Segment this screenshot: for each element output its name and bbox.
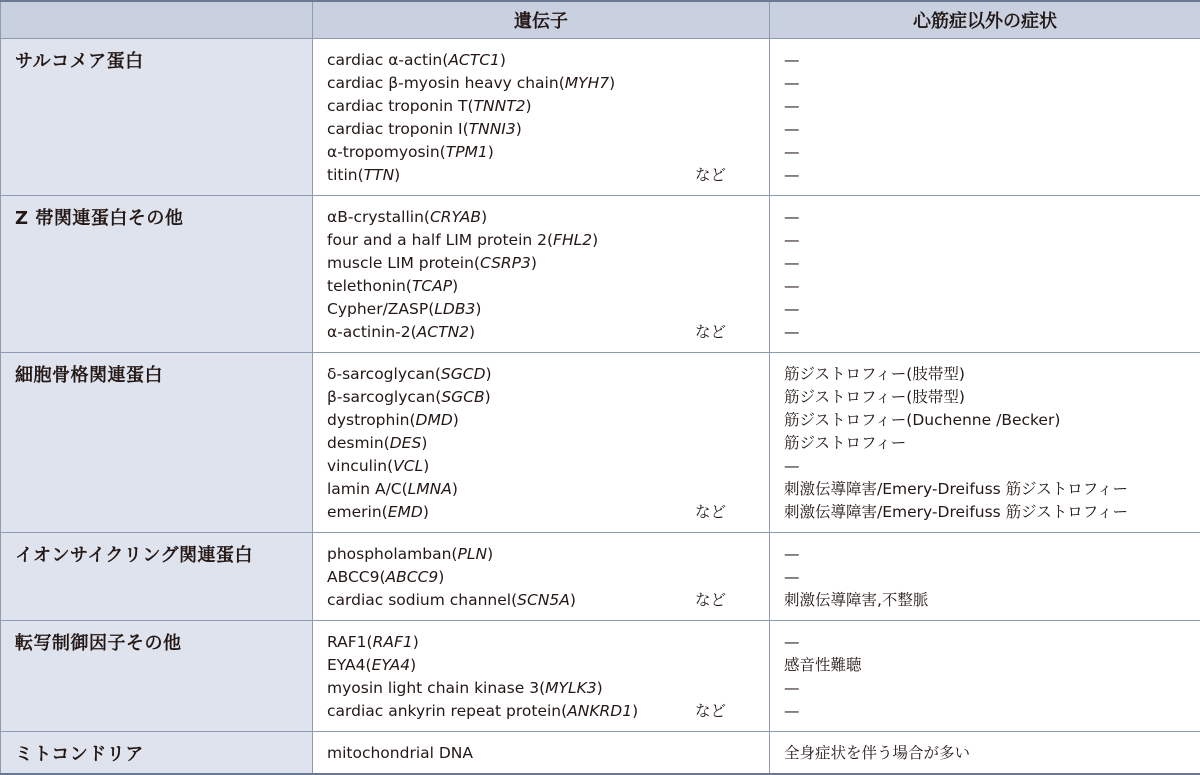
etc-label: など <box>695 321 726 344</box>
gene-name: emerin( <box>327 503 388 521</box>
gene-line <box>327 298 769 321</box>
gene-line <box>327 164 769 187</box>
gene-line <box>327 700 769 723</box>
gene-symbol: RAF1 <box>373 633 413 651</box>
gene-symbol: TCAP <box>412 277 452 295</box>
gene-line <box>327 455 769 478</box>
symptom-line: — <box>784 229 1200 252</box>
symptom-line: — <box>784 700 1200 723</box>
header-row <box>1 1 1200 39</box>
gene-name: muscle LIM protein( <box>327 254 480 272</box>
symptom-line: 刺激伝導障害/Emery-Dreifuss 筋ジストロフィー <box>784 501 1200 524</box>
etc-label: など <box>695 164 726 187</box>
gene-name: desmin( <box>327 434 390 452</box>
gene-line <box>327 252 769 275</box>
gene-line <box>327 432 769 455</box>
symptom-line: — <box>784 321 1200 344</box>
gene-line <box>327 363 769 386</box>
symptom-line: — <box>784 275 1200 298</box>
symptom-line: 筋ジストロフィー(肢帯型) <box>784 363 1200 386</box>
gene-symbol: FHL2 <box>553 231 592 249</box>
symptom-line: — <box>784 677 1200 700</box>
gene-line <box>327 589 769 612</box>
gene-symbol: EMD <box>388 503 423 521</box>
gene-name: β-sarcoglycan( <box>327 388 441 406</box>
category-cell: Z 帯関連蛋白その他 <box>1 196 313 353</box>
gene-symbol: TNNT2 <box>474 97 526 115</box>
gene-symbol: PLN <box>457 545 487 563</box>
gene-close-paren: ) <box>609 74 615 92</box>
gene-name: phospholamban( <box>327 545 457 563</box>
gene-name: EYA4( <box>327 656 372 674</box>
gene-close-paren: ) <box>452 480 458 498</box>
gene-name: Cypher/ZASP( <box>327 300 434 318</box>
header-symptom: 心筋症以外の症状 <box>770 1 1200 39</box>
gene-symbol: ANKRD1 <box>567 702 632 720</box>
category-cell: ミトコンドリア <box>1 732 313 775</box>
symptom-line: — <box>784 95 1200 118</box>
gene-close-paren: ) <box>421 434 427 452</box>
gene-line <box>327 742 769 765</box>
gene-symbol: TPM1 <box>446 143 488 161</box>
gene-line <box>327 118 769 141</box>
gene-line <box>327 631 769 654</box>
category-cell: イオンサイクリング関連蛋白 <box>1 533 313 621</box>
gene-line <box>327 501 769 524</box>
symptom-line: — <box>784 118 1200 141</box>
gene-line <box>327 543 769 566</box>
gene-name: titin( <box>327 166 364 184</box>
gene-name: vinculin( <box>327 457 393 475</box>
gene-line <box>327 49 769 72</box>
gene-name: ABCC9( <box>327 568 386 586</box>
gene-close-paren: ) <box>469 323 475 341</box>
symptom-line: — <box>784 631 1200 654</box>
symptom-line: 全身症状を伴う場合が多い <box>784 742 1200 765</box>
symptom-line: — <box>784 455 1200 478</box>
symptom-cell <box>770 353 1200 533</box>
gene-line <box>327 677 769 700</box>
table-row <box>1 732 1200 775</box>
gene-close-paren: ) <box>475 300 481 318</box>
symptom-cell <box>770 621 1200 732</box>
gene-name: cardiac α-actin( <box>327 51 448 69</box>
gene-cell <box>313 353 770 533</box>
symptom-line: 感音性難聴 <box>784 654 1200 677</box>
symptom-line: — <box>784 206 1200 229</box>
symptom-line: — <box>784 252 1200 275</box>
gene-close-paren: ) <box>423 503 429 521</box>
etc-label: など <box>695 589 726 612</box>
gene-line <box>327 386 769 409</box>
symptom-line: — <box>784 566 1200 589</box>
gene-line <box>327 72 769 95</box>
gene-line <box>327 229 769 252</box>
category-cell: サルコメア蛋白 <box>1 39 313 196</box>
category-cell: 転写制御因子その他 <box>1 621 313 732</box>
gene-close-paren: ) <box>526 97 532 115</box>
table-row <box>1 353 1200 533</box>
symptom-cell <box>770 732 1200 775</box>
gene-name: RAF1( <box>327 633 373 651</box>
gene-cell <box>313 732 770 775</box>
symptom-line: 筋ジストロフィー(肢帯型) <box>784 386 1200 409</box>
gene-close-paren: ) <box>487 545 493 563</box>
table-row <box>1 39 1200 196</box>
gene-name: myosin light chain kinase 3( <box>327 679 545 697</box>
gene-name: lamin A/C( <box>327 480 408 498</box>
header-gene: 遺伝子 <box>313 1 770 39</box>
symptom-cell <box>770 39 1200 196</box>
gene-name: αB-crystallin( <box>327 208 430 226</box>
etc-label: など <box>695 700 726 723</box>
gene-name: cardiac troponin I( <box>327 120 469 138</box>
gene-name: cardiac sodium channel( <box>327 591 517 609</box>
gene-symbol: SGCD <box>441 365 486 383</box>
symptom-line: — <box>784 164 1200 187</box>
gene-symbol: DMD <box>416 411 453 429</box>
gene-close-paren: ) <box>516 120 522 138</box>
gene-cell <box>313 39 770 196</box>
gene-symbol: TNNI3 <box>469 120 516 138</box>
gene-name: four and a half LIM protein 2( <box>327 231 553 249</box>
gene-name: cardiac troponin T( <box>327 97 474 115</box>
symptom-line: 刺激伝導障害,不整脈 <box>784 589 1200 612</box>
symptom-cell <box>770 533 1200 621</box>
gene-close-paren: ) <box>413 633 419 651</box>
category-cell: 細胞骨格関連蛋白 <box>1 353 313 533</box>
table-row <box>1 533 1200 621</box>
gene-name: δ-sarcoglycan( <box>327 365 441 383</box>
symptom-line: — <box>784 141 1200 164</box>
gene-name: mitochondrial DNA <box>327 744 473 762</box>
table-body <box>1 39 1200 775</box>
gene-cell <box>313 621 770 732</box>
gene-symbol: SGCB <box>441 388 484 406</box>
gene-name: α-tropomyosin( <box>327 143 446 161</box>
gene-close-paren: ) <box>570 591 576 609</box>
gene-symbol: VCL <box>393 457 423 475</box>
gene-symbol: SCN5A <box>517 591 570 609</box>
symptom-line: 筋ジストロフィー(Duchenne /Becker) <box>784 409 1200 432</box>
symptom-line: — <box>784 49 1200 72</box>
gene-close-paren: ) <box>632 702 638 720</box>
gene-name: α-actinin-2( <box>327 323 417 341</box>
gene-line <box>327 654 769 677</box>
gene-cell <box>313 533 770 621</box>
gene-symbol: EYA4 <box>372 656 411 674</box>
etc-label: など <box>695 501 726 524</box>
gene-close-paren: ) <box>485 388 491 406</box>
symptom-line: — <box>784 298 1200 321</box>
gene-line <box>327 409 769 432</box>
symptom-line: 筋ジストロフィー <box>784 432 1200 455</box>
gene-close-paren: ) <box>453 411 459 429</box>
gene-symbol: ACTC1 <box>448 51 500 69</box>
gene-line <box>327 478 769 501</box>
header-category <box>1 1 313 39</box>
gene-close-paren: ) <box>597 679 603 697</box>
gene-close-paren: ) <box>410 656 416 674</box>
gene-symbol: MYLK3 <box>545 679 597 697</box>
gene-name: cardiac ankyrin repeat protein( <box>327 702 567 720</box>
gene-close-paren: ) <box>452 277 458 295</box>
gene-symbol: MYH7 <box>565 74 609 92</box>
gene-symbol: ACTN2 <box>417 323 469 341</box>
gene-close-paren: ) <box>438 568 444 586</box>
gene-close-paren: ) <box>488 143 494 161</box>
symptom-line: — <box>784 72 1200 95</box>
gene-line <box>327 95 769 118</box>
symptom-cell <box>770 196 1200 353</box>
gene-name: cardiac β-myosin heavy chain( <box>327 74 565 92</box>
gene-close-paren: ) <box>486 365 492 383</box>
symptom-line: 刺激伝導障害/Emery-Dreifuss 筋ジストロフィー <box>784 478 1200 501</box>
gene-close-paren: ) <box>394 166 400 184</box>
gene-close-paren: ) <box>500 51 506 69</box>
gene-name: telethonin( <box>327 277 412 295</box>
gene-line <box>327 321 769 344</box>
gene-close-paren: ) <box>531 254 537 272</box>
gene-symbol: CRYAB <box>430 208 481 226</box>
gene-close-paren: ) <box>423 457 429 475</box>
gene-line <box>327 275 769 298</box>
gene-symbol: LDB3 <box>434 300 475 318</box>
gene-line <box>327 141 769 164</box>
table-row <box>1 196 1200 353</box>
gene-name: dystrophin( <box>327 411 416 429</box>
gene-symbol: ABCC9 <box>386 568 439 586</box>
gene-line <box>327 206 769 229</box>
gene-cell <box>313 196 770 353</box>
table-row <box>1 621 1200 732</box>
gene-symbol: CSRP3 <box>480 254 531 272</box>
gene-symbol: DES <box>390 434 422 452</box>
gene-line <box>327 566 769 589</box>
gene-symbol: LMNA <box>408 480 452 498</box>
gene-close-paren: ) <box>481 208 487 226</box>
symptom-line: — <box>784 543 1200 566</box>
gene-symbol: TTN <box>364 166 395 184</box>
gene-close-paren: ) <box>592 231 598 249</box>
